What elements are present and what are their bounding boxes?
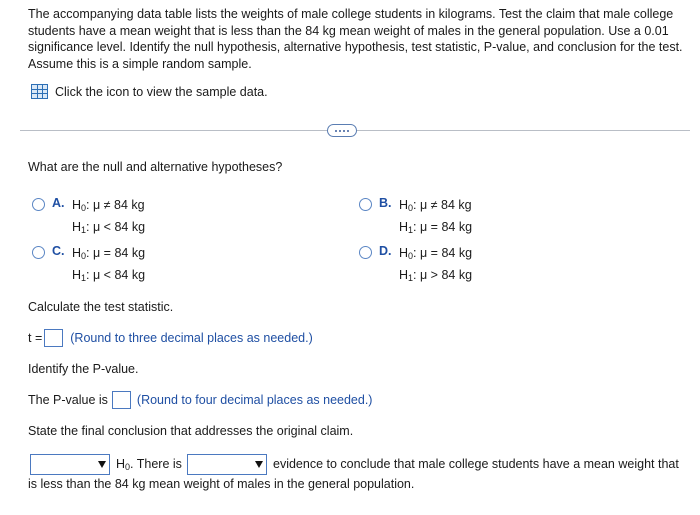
option-a-letter: A. [52, 196, 65, 210]
option-d-h1: : μ > 84 kg [413, 268, 473, 282]
chevron-down-icon [98, 461, 106, 468]
pvalue-prefix: The P-value is [28, 393, 108, 407]
test-statistic-row [28, 329, 313, 347]
option-a-radio[interactable] [32, 198, 45, 211]
reject-decision-dropdown[interactable] [30, 454, 110, 475]
conclusion-text: evidence to conclude that male college students have a mean weight that [273, 457, 679, 471]
option-b-radio[interactable] [359, 198, 372, 211]
option-c-letter: C. [52, 244, 65, 258]
t-value-input[interactable] [44, 329, 63, 347]
option-d-hypotheses: $H_0$: μ = 84 kg $H_1$: μ > 84 kg [399, 246, 473, 283]
option-b-hypotheses: $H_0$: μ ≠ 84 kg $H_1$: μ = 84 kg [399, 198, 473, 235]
chevron-down-icon [255, 461, 263, 468]
conclusion-h0: $H_0$. There is [116, 457, 182, 472]
expand-button[interactable] [327, 124, 357, 137]
t-round-hint: (Round to three decimal places as needed.) [70, 331, 313, 345]
t-prefix: t = [28, 331, 43, 345]
option-b[interactable] [359, 196, 472, 240]
option-b-h0: : μ ≠ 84 kg [413, 198, 472, 212]
conclusion-label: State the final conclusion that addresses the original claim. [28, 424, 354, 438]
option-c[interactable] [32, 244, 145, 288]
option-c-h1: : μ < 84 kg [86, 268, 146, 282]
option-a-hypotheses: $H_0$: μ ≠ 84 kg $H_1$: μ < 84 kg [72, 198, 146, 235]
pvalue-round-hint: (Round to four decimal places as needed.) [136, 393, 373, 407]
pvalue-row [28, 391, 372, 409]
option-d-h0: : μ = 84 kg [413, 246, 473, 260]
option-d-letter: D. [379, 244, 392, 258]
question-hypotheses: What are the null and alternative hypotheses? [28, 160, 283, 174]
view-data-label: Click the icon to view the sample data. [55, 84, 268, 99]
option-a-h1: : μ < 84 kg [86, 220, 146, 234]
view-data-link[interactable] [31, 84, 268, 99]
option-b-letter: B. [379, 196, 392, 210]
option-d-radio[interactable] [359, 246, 372, 259]
option-d[interactable] [359, 244, 472, 288]
option-a[interactable] [32, 196, 145, 240]
evidence-dropdown[interactable] [187, 454, 267, 475]
option-b-h1: : μ = 84 kg [413, 220, 473, 234]
data-table-icon[interactable] [31, 84, 48, 99]
conclusion-text-line2: is less than the 84 kg mean weight of males in the general population. [28, 477, 415, 491]
test-statistic-label: Calculate the test statistic. [28, 300, 174, 314]
option-c-hypotheses: $H_0$: μ = 84 kg $H_1$: μ < 84 kg [72, 246, 146, 283]
pvalue-input[interactable] [112, 391, 131, 409]
option-a-h0: : μ ≠ 84 kg [86, 198, 145, 212]
pvalue-label: Identify the P-value. [28, 362, 139, 376]
option-c-radio[interactable] [32, 246, 45, 259]
option-c-h0: : μ = 84 kg [86, 246, 146, 260]
problem-statement: The accompanying data table lists the weights of male college students in kilograms. Test the claim that male college students have a mean weight that is less than the 84 kg mean weight of males in the general population. Use a 0.01 significance level. Identify the null hypothesis, alternative hypothesis, test statistic, P-value, and conclusion for the test. Assume this is a simple random sample. [28, 7, 683, 71]
